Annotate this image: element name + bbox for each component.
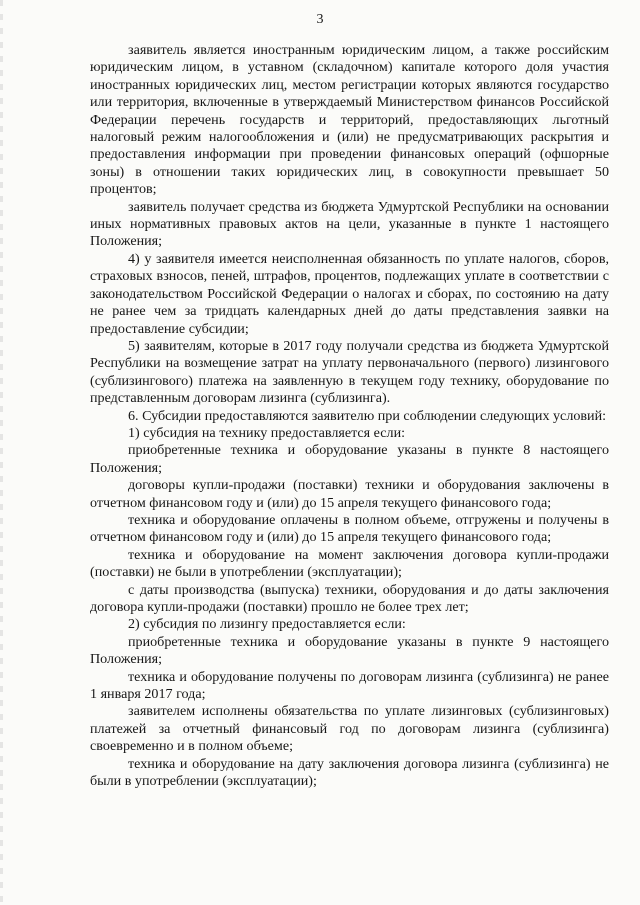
paragraph-section-6-conditions: 6. Субсидии предоставляются заявителю при соблюдении следующих условий: <box>128 407 607 424</box>
paragraph-leasing-payments: заявителем исполнены обязательства по уплате лизинговых (сублизинговых) платежей за отчетный финансовый год по договорам лизинга (сублизинга) своевременно и в полном объеме; <box>90 703 609 755</box>
scan-edge-artifact <box>0 0 3 905</box>
paragraph-not-used-leasing: техника и оборудование на дату заключения договора лизинга (сублизинга) не были в употреблении (эксплуатации); <box>90 755 609 790</box>
paragraph-equipment-listed-item-8: приобретенные техника и оборудование указаны в пункте 8 настоящего Положения; <box>90 442 609 476</box>
document-body <box>90 42 609 790</box>
paragraph-item-4-tax-debt: 4) у заявителя имеется неисполненная обязанность по уплате налогов, сборов, страховых взносов, пеней, штрафов, процентов, подлежащих уплате в соответствии с законодательством Российской Федерации о налогах и сборах, по состоянию на дату не ранее чем за тридцать календарных дней до даты представления заявки на предоставление субсидии; <box>90 250 609 337</box>
paragraph-equipment-listed-item-9: приобретенные техника и оборудование указаны в пункте 9 настоящего Положения; <box>90 633 609 668</box>
paragraph-item-5-prior-funding: 5) заявителям, которые в 2017 году получали средства из бюджета Удмуртской Республики на возмещение затрат на уплату первоначального (первого) лизингового (сублизингового) платежа на заявленную в текущем году технику, оборудование по представленным договорам лизинга (сублизинга). <box>90 337 609 407</box>
paragraph-subsidy-leasing-heading: 2) субсидия по лизингу предоставляется если: <box>128 616 406 633</box>
paragraph-not-used-purchase: техника и оборудование на момент заключения договора купли-продажи (поставки) не были в употреблении (эксплуатации); <box>90 546 609 581</box>
paragraph-leasing-received: техника и оборудование получены по договорам лизинга (сублизинга) не ранее 1 января 2017 года; <box>90 668 609 703</box>
paragraph-other-acts-funding: заявитель получает средства из бюджета Удмуртской Республики на основании иных нормативных правовых актов на цели, указанные в пункте 1 настоящего Положения; <box>90 198 609 250</box>
paragraph-fully-paid: техника и оборудование оплачены в полном объеме, отгружены и получены в отчетном финансовом году и (или) до 15 апреля текущего финансового года; <box>90 511 609 546</box>
paragraph-max-three-years: с даты производства (выпуска) техники, оборудования и до даты заключения договора купли-продажи (поставки) прошло не более трех лет; <box>90 581 609 615</box>
paragraph-subsidy-equipment-heading: 1) субсидия на технику предоставляется если: <box>128 424 406 441</box>
paragraph-offshore-condition: заявитель является иностранным юридическим лицом, а также российским юридическим лицом, в уставном (складочном) капитале которого доля участия иностранных юридических лиц, местом регистрации которых являются государство или территория, включенные в утверждаемый Министерством финансов Российской Федерации перечень государств и территорий, предоставляющих льготный налоговый режим налогообложения и (или) не предусматривающих раскрытия и предоставления информации при проведении финансовых операций (офшорные зоны) в отношении таких юридических лиц, в совокупности превышает 50 процентов; <box>90 42 609 198</box>
paragraph-purchase-contracts: договоры купли-продажи (поставки) техники и оборудования заключены в отчетном финансовом году и (или) до 15 апреля текущего финансового года; <box>90 477 609 511</box>
page-number: 3 <box>316 12 324 27</box>
